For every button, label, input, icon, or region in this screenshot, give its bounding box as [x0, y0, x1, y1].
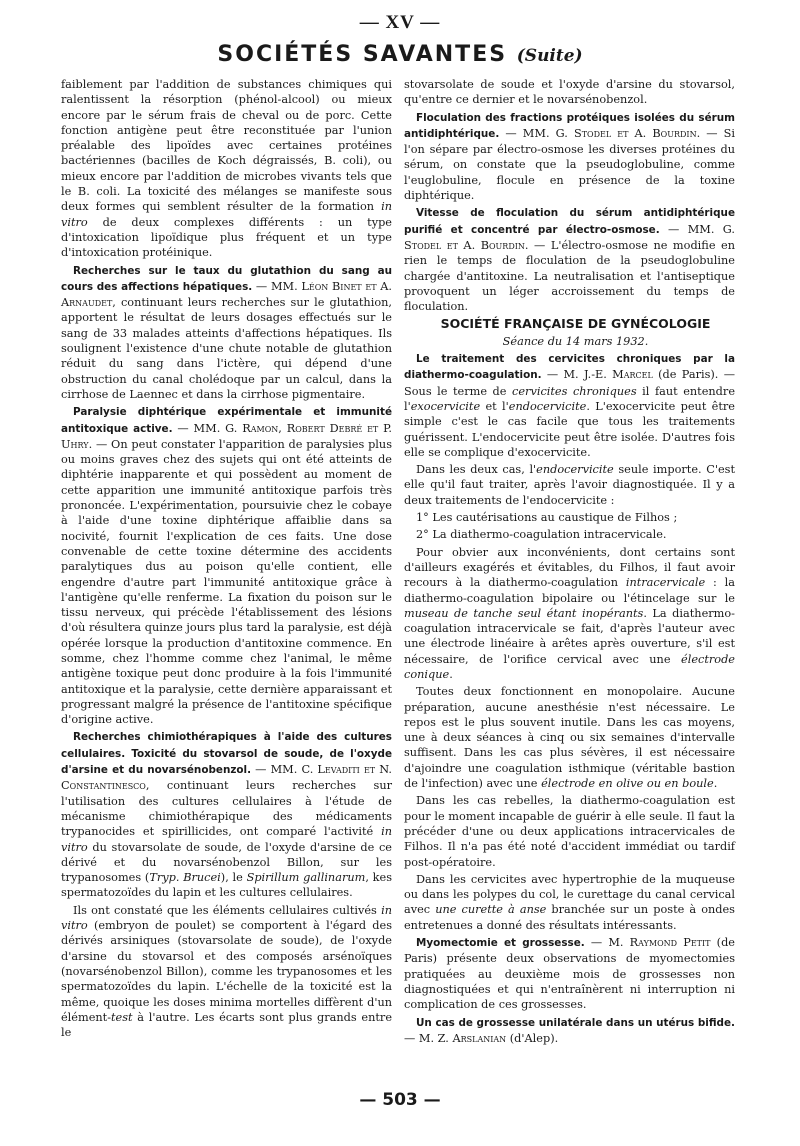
text-run: — MM. [499, 126, 556, 140]
top-page-label: — XV — [359, 12, 441, 33]
text-run: , continuant leurs recherches sur l'utilisation des cultures cellulaires à l'étude de mécanisme chimiothérapique des médicaments trypanocides et spirillicides, ont comparé l'activité [61, 779, 392, 839]
text-run: in vitro [61, 200, 392, 229]
text-run: (de Paris). — Sous le terme de [404, 368, 735, 398]
authors: J.-E. Marcel [583, 368, 653, 382]
list-item: 1° Les cautérisations au caustique de Filhos ; [416, 511, 678, 525]
text-run: il faut entendre l' [404, 384, 736, 413]
authors: Léon Binet et A. Arnaudet [61, 279, 392, 310]
running-title-suffix: (Suite) [516, 46, 583, 66]
paragraph [404, 872, 735, 933]
society-date: Séance du 14 mars 1932. [502, 334, 649, 348]
right-column [404, 77, 735, 1046]
text-run: — MM. [251, 763, 302, 777]
text-run: (embryon de poulet) se comportent à l'égard des dérivés arsiniques (stovarsolate de soude), de l'oxyde d'arsine du stovarsol et des composés arsénoïques (novarsénobenzol Billon), comme les trypanosomes et les spermatozoïdes du lapin. L'échelle de la toxicité est la même, quoique les doses minima mortelles diffèrent d'un élément- [61, 919, 392, 1024]
text-run: faiblement par l'addition de substances chimiques qui ralentissent la résorption (phénol-alcool) ou mieux encore par le sérum frais de cheval ou de porc. Cette fonction antigène peut être reconstituée par l'union préalable des lipoïdes avec certaines protéines bactériennes (bacilles de Koch dégraissés, B. coli), ou mieux encore par l'addition de microbes vivants tels que le B. coli. La toxicité des mélanges se manifeste sous deux formes qui semblent résulter de la formation [61, 78, 392, 214]
text-run: , continuant leurs recherches sur le glutathion, apportent le résultat de leurs dosages effectués sur le sang de 33 malades atteints d'affections hépatiques. Ils soulignent l'existence d'une chute notable de glutathion réduit du sang dans l'ictère, qui dépend d'une obstruction du canal cholédoque par un calcul, dans la cirrhose de Laennec et dans la cirrhose pigmentaire. [61, 296, 392, 401]
text-run: — MM. [252, 279, 302, 293]
text-run: — M. [541, 368, 584, 382]
section-paralysie [61, 404, 392, 727]
text-run: endocervicite [536, 463, 614, 477]
list-item: 2° La diathermo-coagulation intracervicale. [416, 528, 667, 542]
section-floculation-fractions [404, 110, 735, 204]
text-run: électrode conique [404, 652, 735, 681]
running-title [0, 42, 800, 67]
text-run: stovarsolate de soude et l'oxyde d'arsine du stovarsol, qu'entre ce dernier et le novarsénobenzol. [404, 78, 735, 107]
text-run: . L'exocervicite peut être simple c'est le cas facile que tous les traitements guérissent. L'endocervicite peut être isolée. D'autres fois elle se complique d'exocervicite. [404, 399, 735, 459]
paragraph [404, 545, 735, 683]
text-run: une curette à anse [435, 903, 547, 917]
text-run: à l'autre. Les écarts sont plus grands entre le [61, 1010, 392, 1040]
page-number: — 503 — [359, 1090, 441, 1110]
text-run: Pour obvier aux inconvénients, dont certains sont d'ailleurs exagérés et évitables, du Filhos, il faut avoir recours à la diathermo-coagulation [404, 545, 735, 590]
text-run: . — L'électro-osmose ne modifie en rien le temps de floculation de la pseudoglobuline chargée d'antitoxine. La neutralisation et l'antiseptique provoquent un léger accroissement du temps de floculation. [404, 238, 735, 314]
text-run: de deux complexes différents : un type d'intoxication lipoïdique plus fréquent et un type d'intoxication protéinique. [61, 215, 392, 260]
text-run: : la diathermo-coagulation bipolaire ou l'étincelage sur le [404, 576, 735, 605]
section-myomectomie [404, 935, 735, 1012]
section-vitesse-floculation [404, 205, 735, 314]
section-heading: Le traitement des cervicites chroniques par la diathermo-coagulation. [404, 353, 735, 382]
paragraph [404, 462, 735, 508]
section-heading: Recherches sur le taux du glutathion du sang au cours des affections hépatiques. [61, 264, 392, 293]
text-run: test [111, 1010, 133, 1024]
paragraph [61, 77, 392, 261]
text-run: . — Si l'on sépare par électro-osmose les diverses protéines du sérum, on constate que la pseudoglobuline, comme l'euglobuline, flocule en présence de la toxine diphtérique. [404, 126, 736, 203]
section-glutathion [61, 263, 392, 403]
section-heading: Recherches chimiothérapiques à l'aide des cultures cellulaires. Toxicité du stovarsol de soude, de l'oxyde d'arsine et du novarsénobenzol. [61, 731, 392, 777]
section-heading: Un cas de grossesse unilatérale dans un utérus bifide. [416, 1016, 735, 1029]
authors: Z. Arslanian [437, 1031, 507, 1045]
text-run: Tryp. Brucei [149, 871, 221, 885]
paragraph [404, 684, 735, 791]
text-run: Dans les cervicites avec hypertrophie de la muqueuse ou dans les polypes du col, le curettage du canal cervical avec [404, 872, 735, 917]
text-run: museau de tanche seul étant inopérants [404, 606, 644, 620]
text-run: — M. [584, 936, 630, 950]
text-run: seule importe. C'est elle qu'il faut traiter, après l'avoir diagnostiquée. Il y a deux traitements de l'endocervicite : [404, 463, 735, 507]
text-run: Spirillum gallinarum [246, 871, 366, 885]
authors: G. Stodel et A. Bourdin [555, 126, 697, 140]
text-run: endocervicite [508, 399, 587, 413]
text-run: . — On peut constater l'apparition de paralysies plus ou moins graves chez des sujets qui ont été atteints de diphtérie inapparente et qui possèdent au moment de cette apparition une immunité antitoxique parfois très prononcée. L'expérimentation, poursuivie chez le cobaye à l'aide d'une toxine diphtérique affaiblie dans sa nocivité, fournit l'explication de ces faits. Une dose convenable de cette toxine détermine des accidents paralytiques dus au poison qu'elle contient, elle engendre d'autre part l'immunité antitoxique grâce à l'antigène qu'elle renferme. La fixation du poison sur le tissu nerveux, qui précède l'établissement des lésions d'où résultera quinze jours plus tard la paralysie, est déjà opérée lorsque la production d'antitoxine commence. En somme, chez l'homme comme chez l'animal, le même antigène toxique peut donc produire à la fois l'immunité antitoxique et la paralysie, cette dernière apparaissant et progressant malgré la présence de l'antitoxine spécifique d'origine active. [61, 437, 392, 727]
authors: G. Ramon, Robert Debré et P. Uhry [61, 421, 393, 451]
text-run: branchée sur un poste à ondes entretenues a donné des résultats intéressants. [404, 903, 735, 932]
text-run: exocervicite [410, 399, 481, 413]
text-run: in vitro [61, 825, 392, 854]
text-run: Ils ont constaté que les éléments cellulaires cultivés [73, 903, 382, 917]
text-run: et l' [480, 399, 509, 413]
section-heading: Floculation des fractions protéiques isolées du sérum antidiphtérique. [404, 111, 735, 140]
section-heading: Vitesse de floculation du sérum antidiphtérique purifié et concentré par électro-osmose. [404, 207, 735, 236]
running-title-text: SOCIÉTÉS SAVANTES [217, 42, 508, 67]
paragraph: Dans les cas rebelles, la diathermo-coagulation est pour le moment incapable de guérir à elle seule. Il faut la précéder d'une ou deux applications intracervicales de Filhos. Il n'a pas été noté d'accident immédiat ou tardif post-opératoire. [404, 794, 735, 869]
text-run: , kes spermatozoïdes du lapin et les cultures cellulaires. [61, 871, 392, 900]
authors: G. Stodel et A. Bourdin [404, 222, 735, 252]
authors: C. Levaditi et N. Constantinesco [61, 763, 393, 793]
section-cervicites [404, 351, 735, 460]
section-heading: Myomectomie et grossesse. [416, 937, 585, 950]
paragraph [404, 77, 735, 108]
text-run: Dans les deux cas, l' [416, 463, 537, 477]
text-run: . [449, 667, 453, 681]
text-run: — MM. [659, 222, 723, 236]
text-run: . [713, 777, 718, 791]
text-run: cervicites chroniques [512, 384, 637, 398]
text-run: intracervicale [625, 576, 706, 590]
text-run: — MM. [172, 421, 226, 435]
text-run: électrode en olive ou en boule [541, 777, 714, 791]
section-heading: Paralysie diphtérique expérimentale et immunité antitoxique active. [61, 406, 392, 435]
text-run: Toutes deux fonctionnent en monopolaire. Aucune préparation, aucune anesthésie n'est nécessaire. Le repos est le plus souvent inutile. Dans les cas moyens, une à deux séances à cinq ou six semaines d'intervalle suffisent. Dans les cas plus sévères, il est nécessaire d'ajoindre une coagulation isthmique (véritable bastion de l'infection) avec une [404, 685, 735, 791]
text-run: du stovarsolate de soude, de l'oxyde d'arsine de ce dérivé et du novarsénobenzol Billon, sur les trypanosomes ( [61, 840, 392, 885]
left-column [61, 77, 392, 1040]
paragraph [61, 903, 392, 1041]
text-run: . La diathermo-coagulation intracervicale se fait, d'après l'auteur avec une électrode linéaire à arêtes après ouverture, s'il est nécessaire, de l'orifice cervical avec une [404, 606, 735, 666]
society-title: SOCIÉTÉ FRANÇAISE DE GYNÉCOLOGIE [440, 316, 711, 332]
text-run: — M. [404, 1031, 438, 1045]
authors: Raymond Petit [629, 936, 711, 950]
text-run: (de Paris) présente deux observations de myomectomies pratiquées au deuxième mois de grossesses non diagnostiquées et qui n'entraînèrent ni interruption ni complication de ces grossesses. [404, 936, 735, 1012]
section-grossesse-unilaterale [404, 1015, 735, 1047]
text-run: (d'Alep). [506, 1031, 559, 1045]
text-run: in vitro [61, 903, 392, 933]
section-chimiotherapie [61, 729, 392, 900]
text-run: ), le [220, 871, 247, 885]
